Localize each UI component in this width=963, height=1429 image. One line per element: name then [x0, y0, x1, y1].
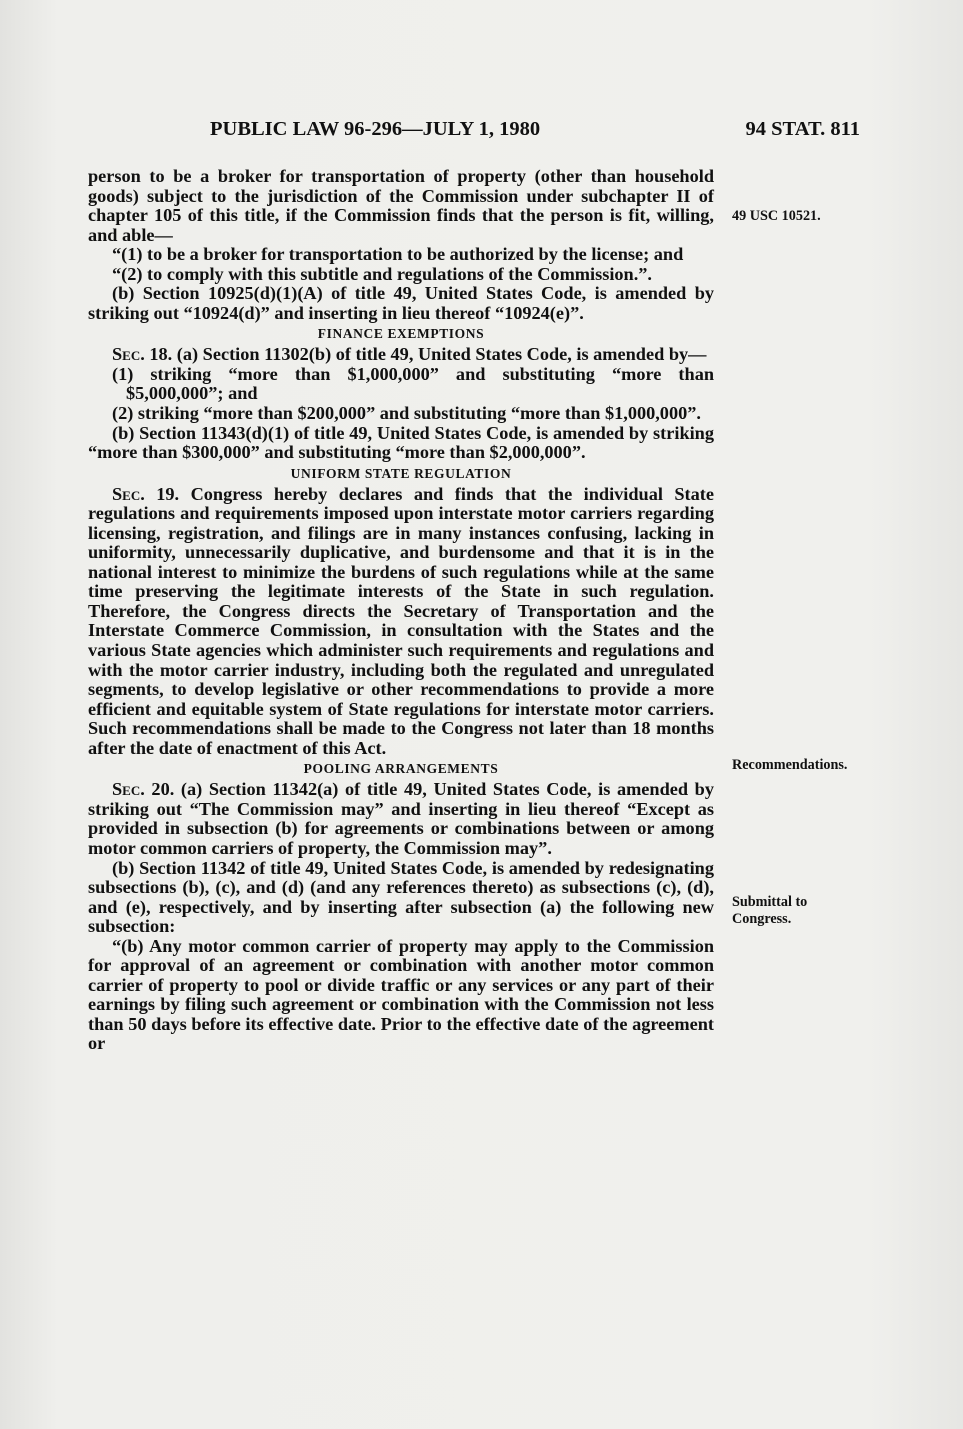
section-label: Sec. [112, 779, 145, 800]
paragraph-sec-18 [88, 345, 714, 365]
paragraph-section-10925: (b) Section 10925(d)(1)(A) of title 49, United States Code, is amended by striking out “10924(d)” and inserting in lieu thereof “10924(e)”. [88, 283, 714, 323]
list-item: (2) striking “more than $200,000” and substituting “more than $1,000,000”. [112, 403, 701, 424]
paragraph-sec-20 [88, 780, 714, 858]
paragraph-sec-19 [88, 485, 714, 759]
statute-reference: 94 STAT. 811 [745, 118, 860, 140]
section-heading-finance-exemptions: FINANCE EXEMPTIONS [317, 326, 485, 342]
section-label: Sec. [112, 344, 145, 365]
sec-20-text: 20. (a) Section 11342(a) of title 49, United States Code, is amended by striking out “The Commission may” and inserting in lieu thereof “Except as provided in subsection (b) for agreements or combinations between or among motor common carriers of property, the Commission may”. [88, 779, 714, 858]
list-item: (1) striking “more than $1,000,000” and substituting “more than $5,000,000”; and [112, 363, 714, 404]
paragraph-sec-18-b: (b) Section 11343(d)(1) of title 49, United States Code, is amended by striking “more than $300,000” and substituting “more than $2,000,000”. [88, 422, 714, 463]
section-label: Sec. [112, 483, 145, 504]
margin-note-recommendations: Recommendations. [732, 757, 848, 773]
list-item: “(2) to comply with this subtitle and regulations of the Commission.”. [112, 263, 653, 284]
margin-note-submittal-line1: Submittal to [732, 894, 808, 910]
section-heading-pooling-arrangements: POOLING ARRANGEMENTS [303, 761, 499, 777]
margin-note-usc: 49 USC 10521. [732, 208, 821, 224]
paragraph-broker: person to be a broker for transportation of property (other than household goods) subject to the jurisdiction of the Commission under subchapter II of chapter 105 of this title, if the Commission finds that the person is fit, willing, and able— [88, 166, 714, 245]
section-heading-uniform-state-regulation: UNIFORM STATE REGULATION [290, 465, 512, 481]
sec-18-text: 18. (a) Section 11302(b) of title 49, United States Code, is amended by— [144, 344, 707, 365]
margin-note-submittal [732, 894, 807, 928]
paragraph-sec-20-quote: “(b) Any motor common carrier of property may apply to the Commission for approval of an agreement or combination with another motor common carrier of property to pool or divide traffic or any services or any part of their earnings by filing such agreement or combination with the Commission not less than 50 days before its effective date. Prior to the effective date of the agreement or [88, 935, 714, 1054]
paragraph-sec-20-b: (b) Section 11342 of title 49, United States Code, is amended by redesignating subsections (b), (c), and (d) (and any references thereto) as subsections (c), (d), and (e), respectively, and by inserting after subsection (a) the following new subsection: [88, 857, 714, 937]
margin-note-submittal-line2: Congress. [732, 911, 792, 927]
body-text [88, 167, 714, 1054]
list-item: “(1) to be a broker for transportation to be authorized by the license; and [112, 244, 684, 265]
page-title: PUBLIC LAW 96-296—JULY 1, 1980 [210, 118, 541, 140]
sec-19-text: 19. Congress hereby declares and finds that the individual State regulations and requirements imposed upon interstate motor carriers regarding licensing, registration, and filings are in many instances confusing, lacking in uniformity, unnecessarily duplicative, and burdensome and that it is in the national interest to minimize the burdens of such regulations while at the same time preserving the legitimate interests of the State in such regulation. Therefore, the Congress directs the Secretary of Transportation and the Interstate Commerce Commission, in consultation with the States and the various State agencies which administer such requirements and regulations and with the motor carrier industry, including both the regulated and unregulated segments, to develop legislative or other recommendations to provide a more efficient and equitable system of State regulations for interstate motor carriers. Such recommendations shall be made to the Congress not later than 18 months after the date of enactment of this Act. [88, 483, 714, 758]
